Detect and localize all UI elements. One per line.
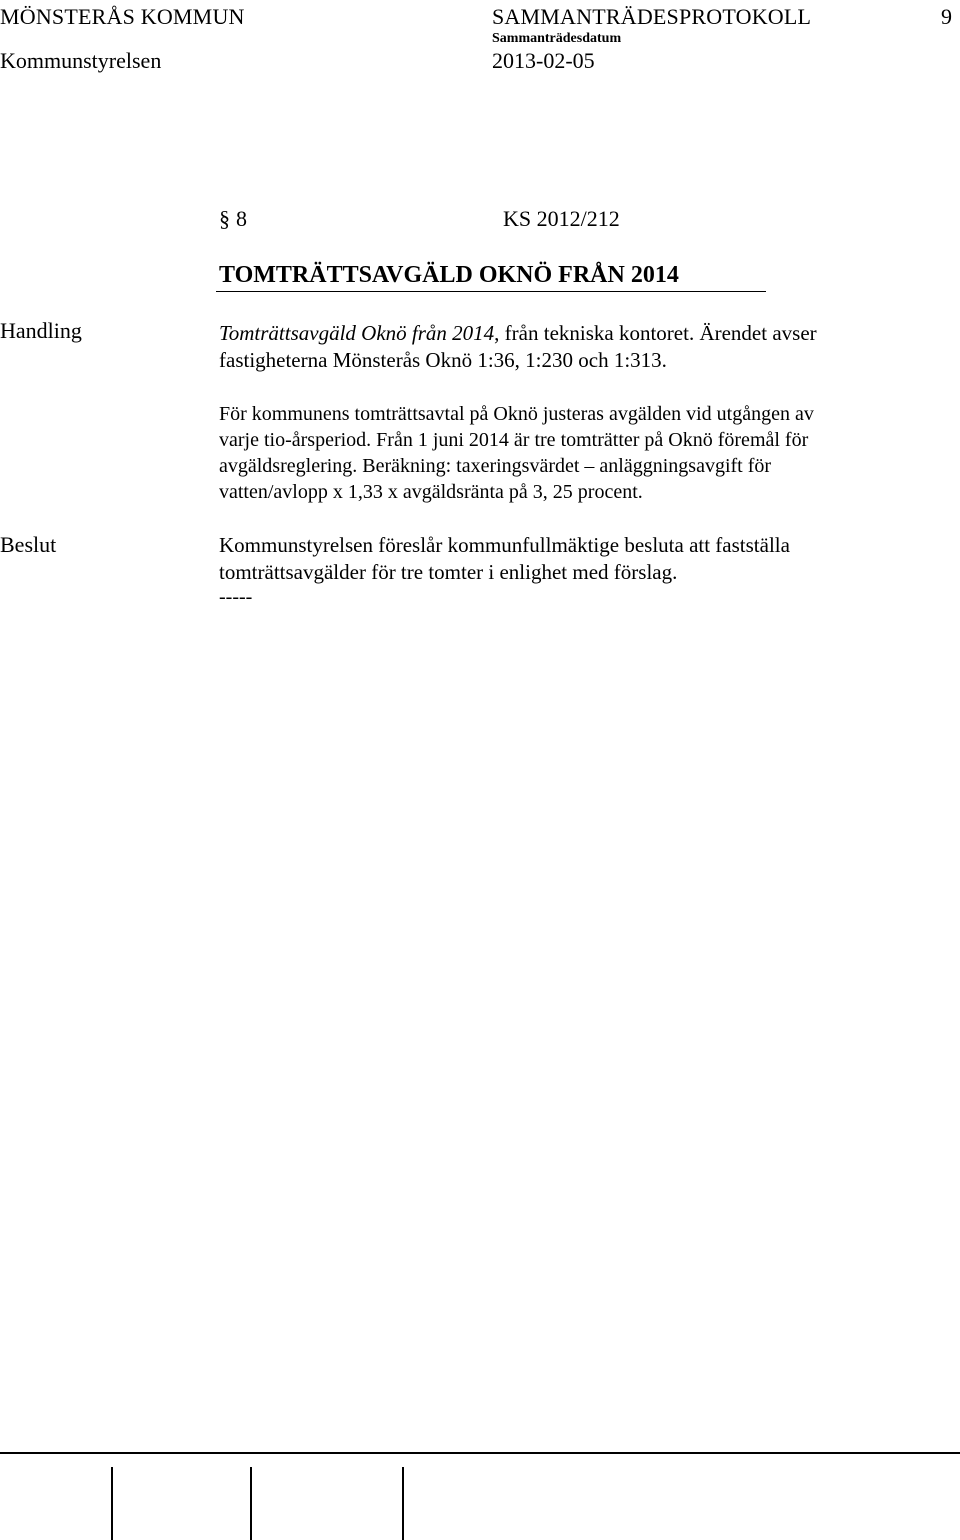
decision-line: Kommunstyrelsen föreslår kommunfullmäktige besluta att fastställa bbox=[219, 533, 790, 557]
decision-line: tomträttsavgälder för tre tomter i enlighet med förslag. bbox=[219, 560, 678, 584]
decision-text bbox=[219, 532, 949, 586]
meeting-date-label: Sammanträdesdatum bbox=[492, 31, 622, 46]
governing-body: Kommunstyrelsen bbox=[0, 48, 162, 73]
paragraph-sign: § bbox=[219, 206, 230, 231]
background-line: varje tio-årsperiod. Från 1 juni 2014 är tre tomträtter på Oknö föremål för bbox=[219, 429, 809, 451]
handling-text bbox=[219, 320, 949, 374]
page-number: 9 bbox=[941, 4, 952, 29]
signature-box-divider bbox=[111, 1467, 113, 1540]
paragraph-number: 8 bbox=[236, 206, 247, 231]
case-number: KS 2012/212 bbox=[503, 206, 620, 231]
background-line: avgäldsreglering. Beräkning: taxeringsvärdet – anläggningsavgift för bbox=[219, 455, 772, 477]
background-line: vatten/avlopp x 1,33 x avgäldsränta på 3, 25 procent. bbox=[219, 481, 643, 503]
section-title: TOMTRÄTTSAVGÄLD OKNÖ FRÅN 2014 bbox=[219, 262, 679, 288]
signature-box-top-rule bbox=[0, 1452, 960, 1454]
organization-name: MÖNSTERÅS KOMMUN bbox=[0, 4, 245, 29]
background-line: För kommunens tomträttsavtal på Oknö justeras avgälden vid utgången av bbox=[219, 403, 814, 425]
end-marker: ----- bbox=[219, 586, 253, 608]
document-type: SAMMANTRÄDESPROTOKOLL bbox=[492, 4, 812, 29]
decision-label: Beslut bbox=[0, 532, 57, 557]
handling-label: Handling bbox=[0, 318, 82, 343]
title-underline bbox=[216, 291, 766, 292]
handling-line-1 bbox=[219, 320, 949, 347]
handling-line-1-rest: , från tekniska kontoret. Ärendet avser bbox=[494, 321, 817, 345]
handling-doc-title: Tomträttsavgäld Oknö från 2014 bbox=[219, 321, 495, 345]
meeting-date: 2013-02-05 bbox=[492, 48, 595, 73]
handling-line-2: fastigheterna Mönsterås Oknö 1:36, 1:230 och 1:313. bbox=[219, 348, 667, 372]
background-text bbox=[219, 401, 949, 505]
signature-box-divider bbox=[402, 1467, 404, 1540]
signature-box-divider bbox=[250, 1467, 252, 1540]
